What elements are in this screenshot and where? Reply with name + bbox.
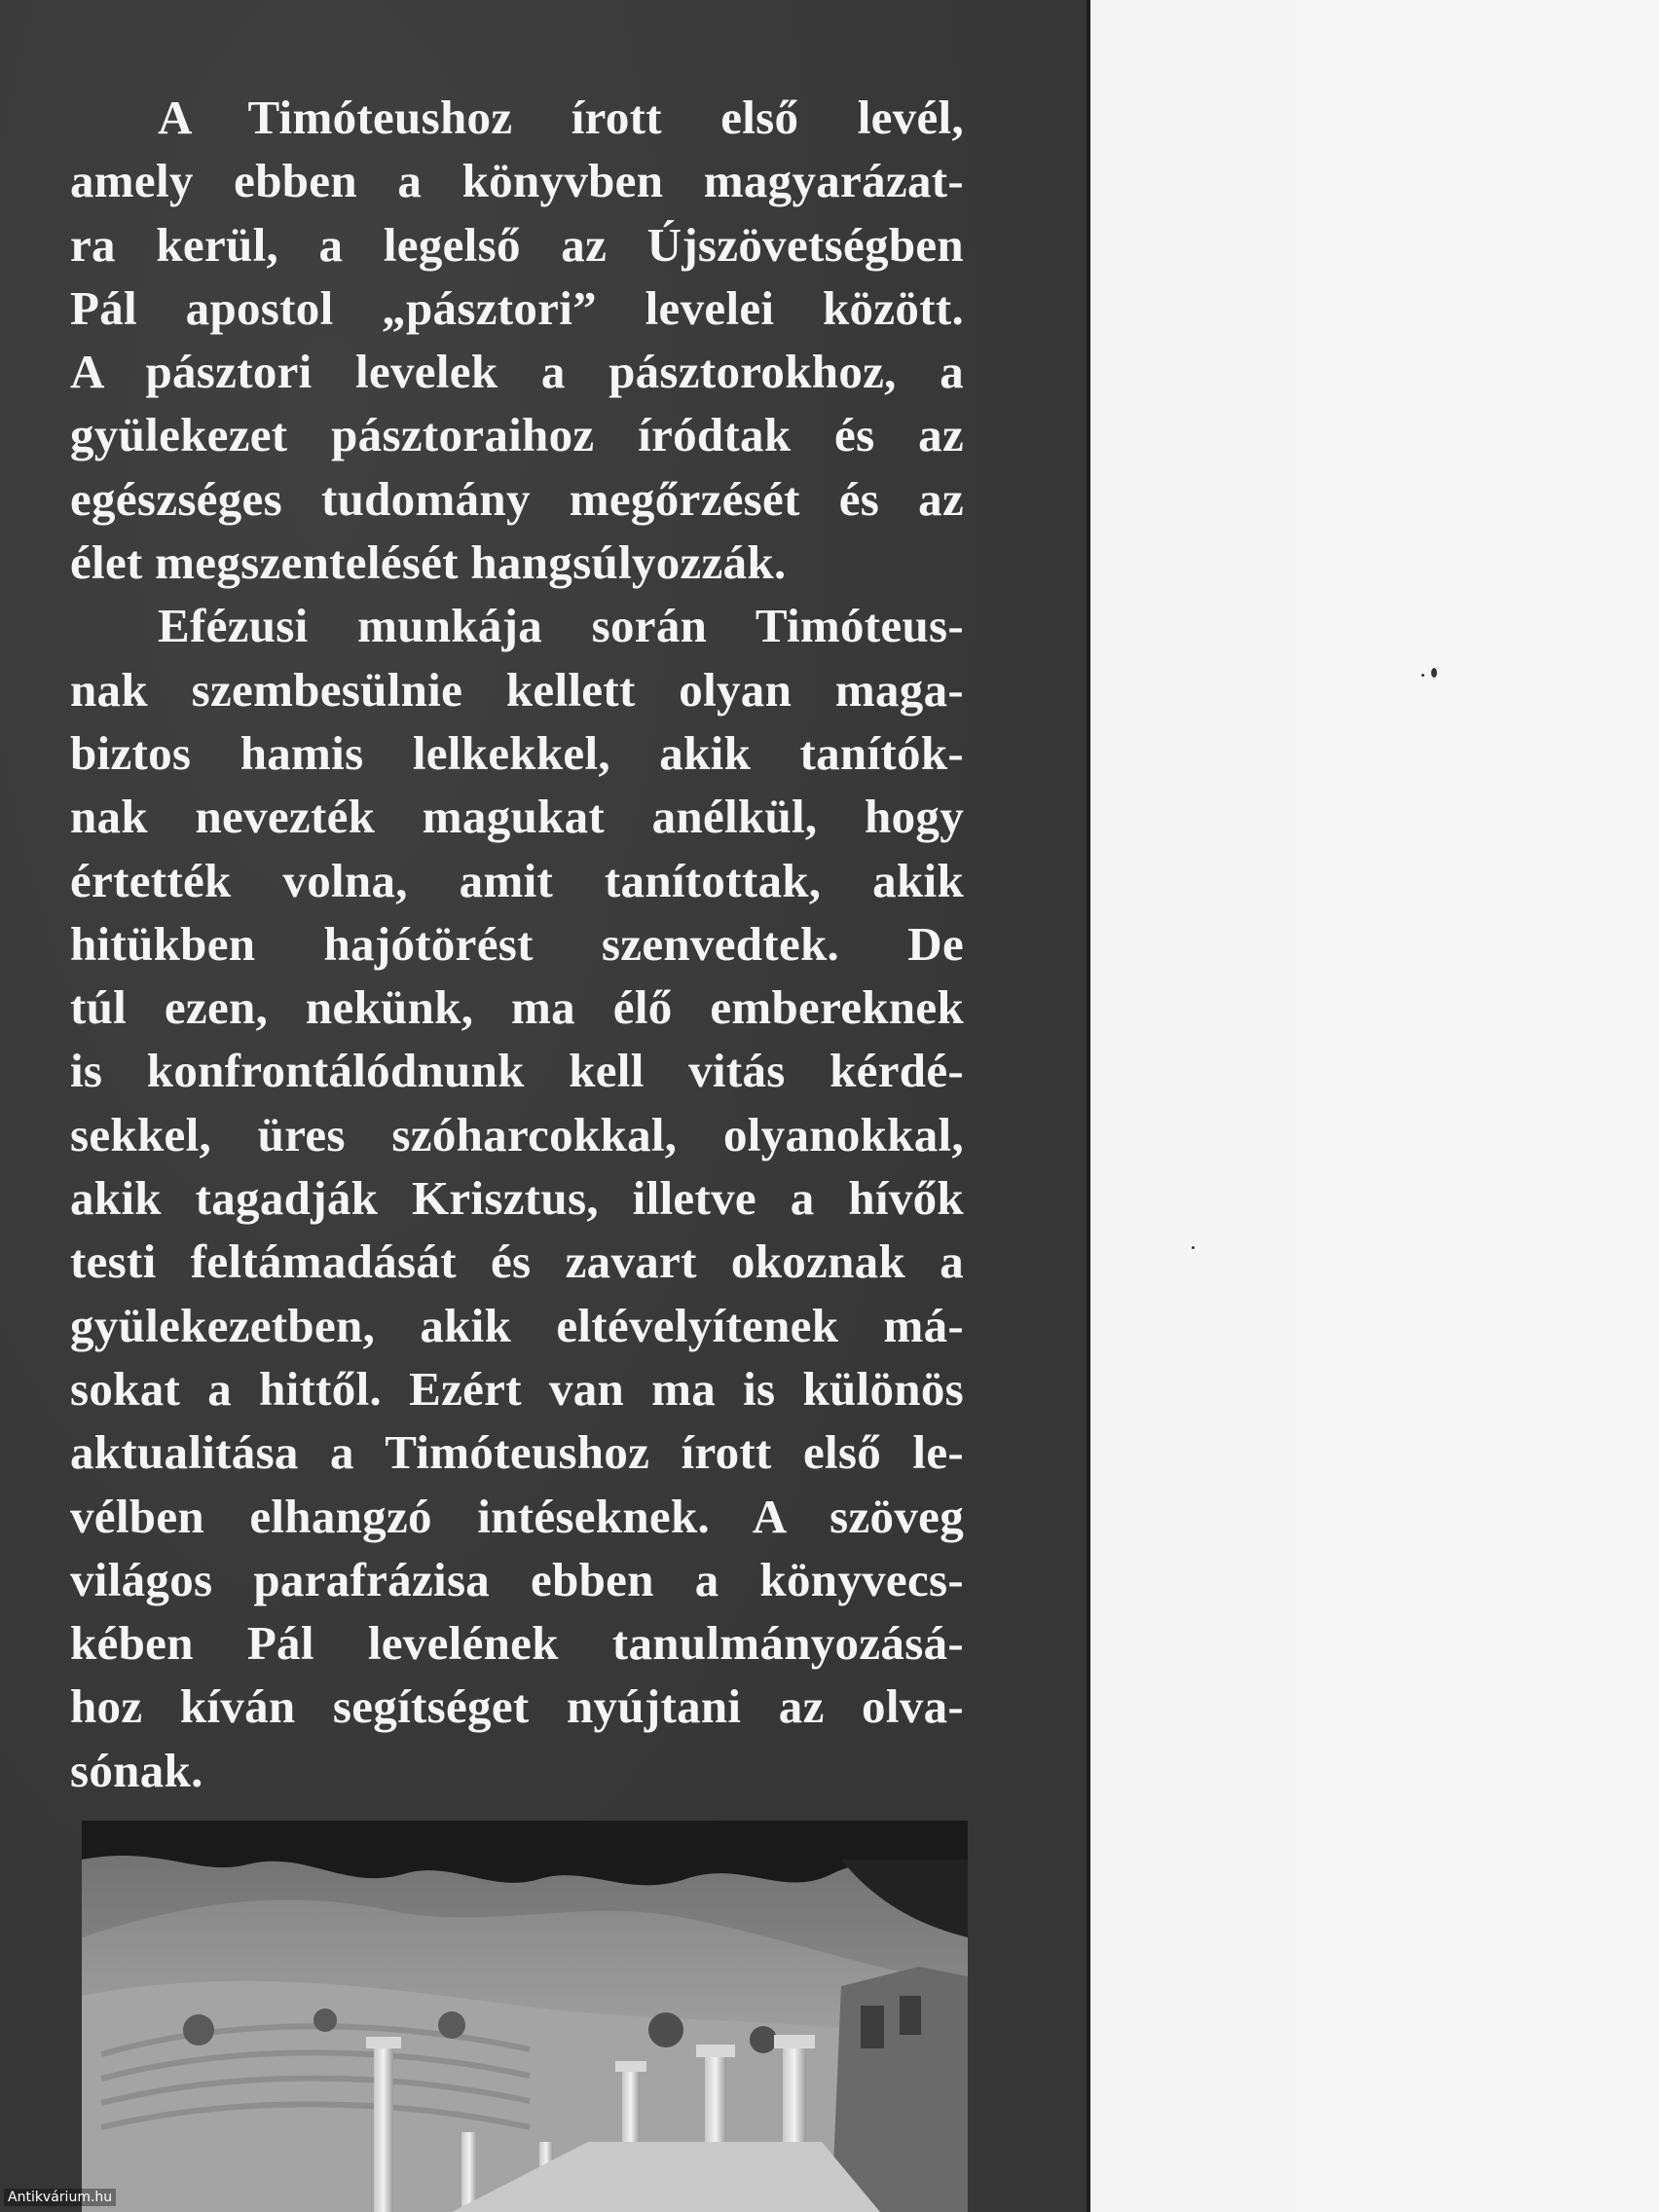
text-line: világos parafrázisa ebben a könyvecs- bbox=[70, 1552, 964, 1606]
cover-edge bbox=[1087, 0, 1090, 2212]
text-line: gyülekezetben, akik eltévelyítenek má- bbox=[70, 1298, 964, 1352]
text-line: sekkel, üres szóharcokkal, olyanokkal, bbox=[70, 1107, 964, 1161]
paragraph-2 bbox=[70, 594, 964, 1802]
dust-speck bbox=[1431, 668, 1437, 678]
text-line: biztos hamis lelkekkel, akik tanítók- bbox=[70, 725, 964, 780]
text-line: sónak. bbox=[70, 1743, 203, 1797]
text-line: A pásztori levelek a pásztorokhoz, a bbox=[70, 345, 964, 399]
text-line: gyülekezet pásztoraihoz íródtak és az bbox=[70, 408, 964, 462]
text-line: túl ezen, nekünk, ma élő embereknek bbox=[70, 980, 964, 1035]
ancient-ruins-photo bbox=[82, 1821, 968, 2212]
text-line: egészséges tudomány megőrzését és az bbox=[70, 471, 964, 526]
text-line: nak szembesülnie kellett olyan maga- bbox=[70, 662, 964, 717]
text-line: testi feltámadását és zavart okoznak a bbox=[70, 1235, 964, 1289]
text-line: is konfrontálódnunk kell vitás kérdé- bbox=[70, 1044, 964, 1098]
watermark-text: Antikvárium.hu bbox=[4, 2189, 116, 2206]
text-line: akik tagadják Krisztus, illetve a hívők bbox=[70, 1171, 964, 1226]
text-line: A Timóteushoz írott első levél, bbox=[158, 91, 964, 144]
text-line: Pál apostol „pásztori” levelei között. bbox=[70, 280, 964, 335]
blurb-text bbox=[70, 86, 964, 1802]
text-line: Efézusi munkája során Timóteus- bbox=[158, 599, 964, 653]
text-line: hitükben hajótörést szenvedtek. De bbox=[70, 916, 964, 971]
text-line: sokat a hittől. Ezért van ma is különös bbox=[70, 1361, 964, 1416]
text-line: élet megszentelését hangsúlyozzák. bbox=[70, 535, 787, 590]
text-line: amely ebben a könyvben magyarázat- bbox=[70, 154, 964, 208]
paragraph-1 bbox=[70, 86, 964, 594]
text-line: nak nevezték magukat anélkül, hogy bbox=[70, 790, 964, 844]
text-line: értették volna, amit tanítottak, akik bbox=[70, 853, 964, 907]
text-line: kében Pál levelének tanulmányozásá- bbox=[70, 1616, 964, 1671]
text-line: ra kerül, a legelső az Újszövetségben bbox=[70, 217, 964, 272]
dust-speck bbox=[1421, 674, 1424, 677]
text-line: aktualitása a Timóteushoz írott első le- bbox=[70, 1425, 964, 1480]
text-line: hoz kíván segítséget nyújtani az olva- bbox=[70, 1679, 964, 1734]
dust-speck bbox=[1192, 1246, 1195, 1249]
text-line: vélben elhangzó intéseknek. A szöveg bbox=[70, 1489, 964, 1543]
